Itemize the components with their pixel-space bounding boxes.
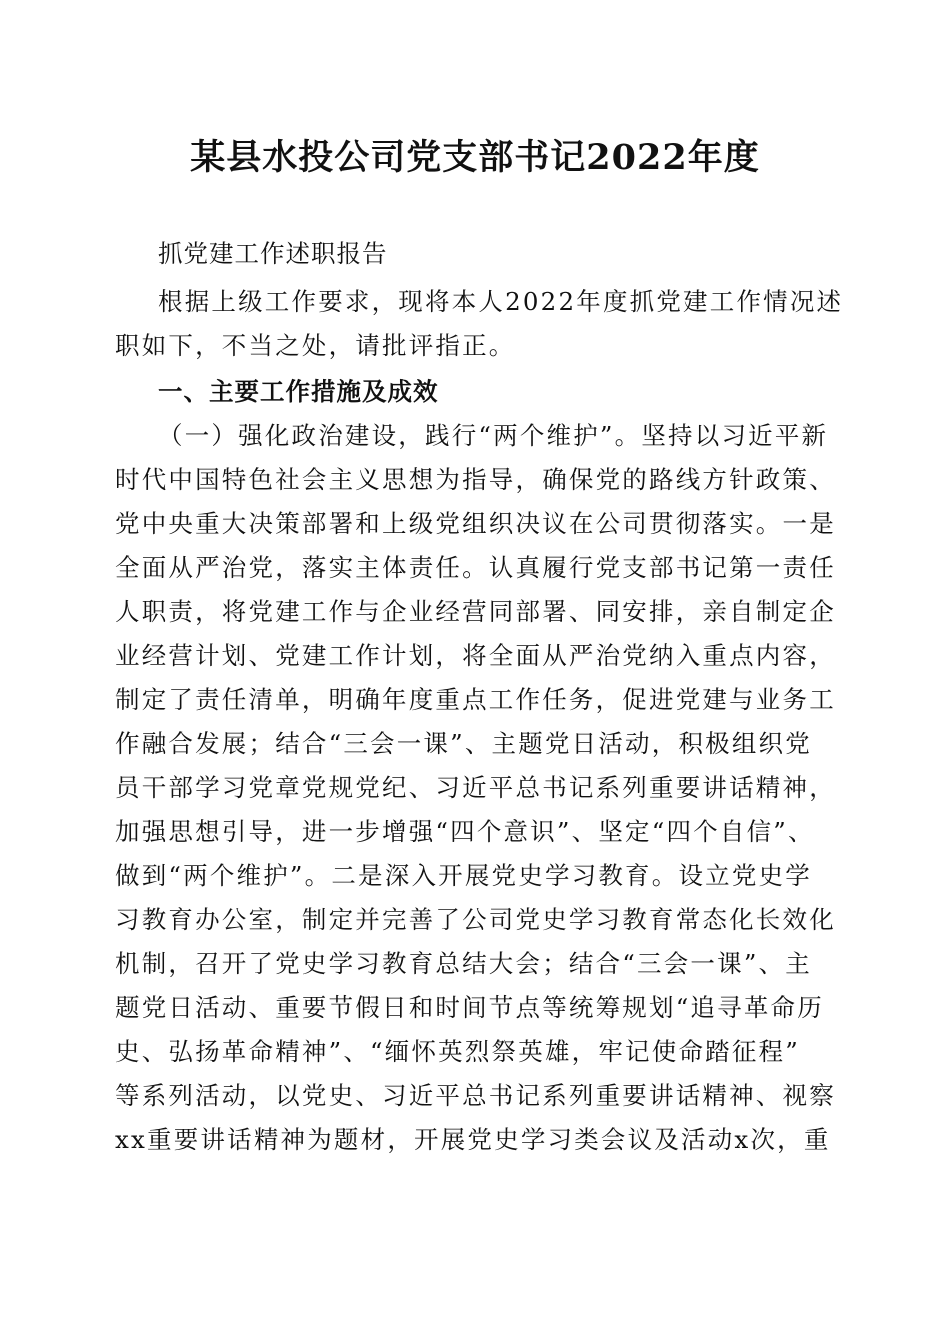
body-line: 作融合发展；结合“三会一课”、主题党日活动，积极组织党 xyxy=(115,729,812,758)
body-line: 人职责，将党建工作与企业经营同部署、同安排，亲自制定企 xyxy=(115,597,836,626)
body-line: （一）强化政治建设，践行“两个维护”。坚持以习近平新 xyxy=(158,421,829,450)
body-line: 党中央重大决策部署和上级党组织决议在公司贯彻落实。一是 xyxy=(115,509,836,538)
body-line: 员干部学习党章党规党纪、习近平总书记系列重要讲话精神， xyxy=(115,773,836,802)
body-line: 机制，召开了党史学习教育总结大会；结合“三会一课”、主 xyxy=(115,949,812,978)
intro-line: 根据上级工作要求，现将本人2022年度抓党建工作情况述 xyxy=(158,287,844,316)
body-line: 史、弘扬革命精神”、“缅怀英烈祭英雄，牢记使命踏征程” xyxy=(115,1037,800,1066)
document-subtitle: 抓党建工作述职报告 xyxy=(158,239,388,268)
body-line: xx重要讲话精神为题材，开展党史学习类会议及活动x次，重 xyxy=(115,1125,831,1154)
body-line: 习教育办公室，制定并完善了公司党史学习教育常态化长效化 xyxy=(115,905,836,934)
body-line: 题党日活动、重要节假日和时间节点等统筹规划“追寻革命历 xyxy=(115,993,824,1022)
body-line: 加强思想引导，进一步增强“四个意识”、坚定“四个自信”、 xyxy=(115,817,815,846)
body-line: 制定了责任清单，明确年度重点工作任务，促进党建与业务工 xyxy=(115,685,836,714)
body-line: 全面从严治党，落实主体责任。认真履行党支部书记第一责任 xyxy=(115,553,836,582)
body-line: 做到“两个维护”。二是深入开展党史学习教育。设立党史学 xyxy=(115,861,812,890)
section-heading: 一、主要工作措施及成效 xyxy=(158,377,439,406)
body-line: 业经营计划、党建工作计划，将全面从严治党纳入重点内容， xyxy=(115,641,836,670)
document-title: 某县水投公司党支部书记2022年度 xyxy=(190,137,760,178)
body-line: 时代中国特色社会主义思想为指导，确保党的路线方针政策、 xyxy=(115,465,836,494)
intro-line: 职如下，不当之处，请批评指正。 xyxy=(115,331,516,360)
body-line: 等系列活动，以党史、习近平总书记系列重要讲话精神、视察 xyxy=(115,1081,836,1110)
